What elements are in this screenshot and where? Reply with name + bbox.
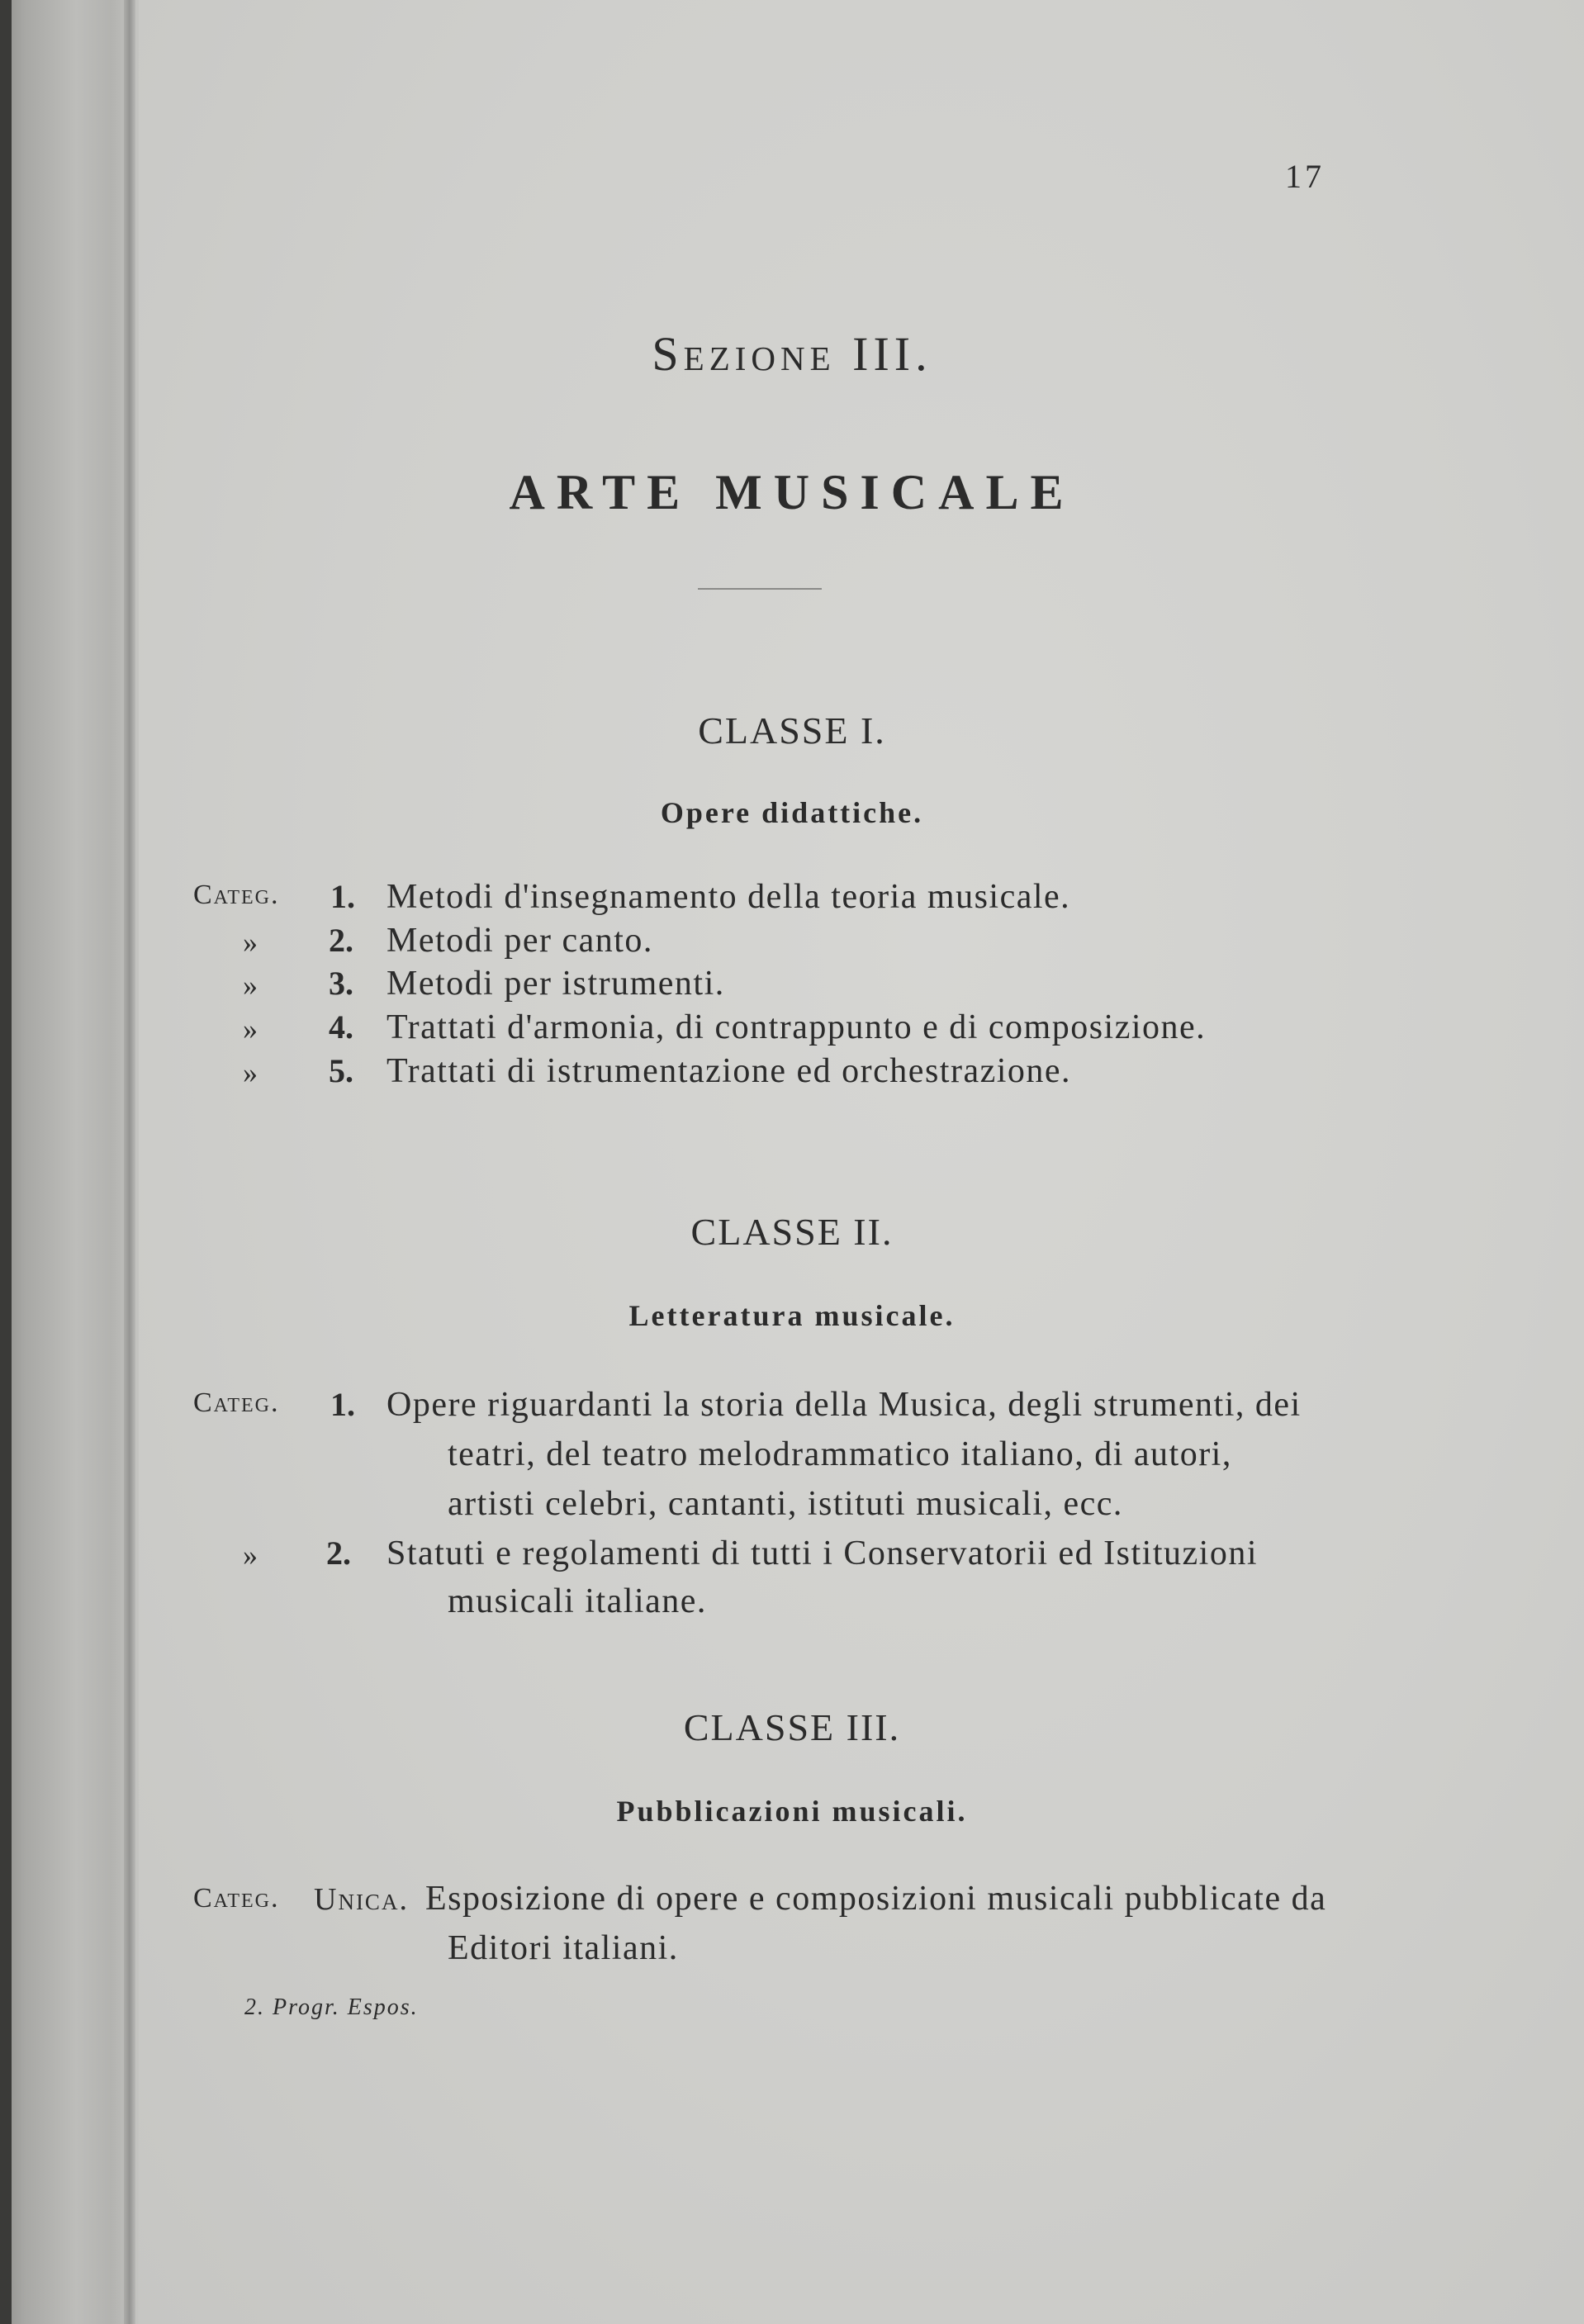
class1-item3-prefix: » xyxy=(243,969,258,1002)
class2-item1-line2: teatri, del teatro melodrammatico italiano, di autori, xyxy=(448,1435,1232,1473)
class3-item-line2: Editori italiani. xyxy=(448,1929,679,1967)
class1-heading: CLASSE I. xyxy=(698,709,886,752)
class3-heading: CLASSE III. xyxy=(683,1706,901,1748)
class1-item4-text: Trattati d'armonia, di contrappunto e di composizione. xyxy=(387,1008,1207,1046)
class1-item3-number: 3. xyxy=(329,965,353,1002)
main-title: ARTE MUSICALE xyxy=(509,465,1075,519)
class1-item5-prefix: » xyxy=(243,1056,258,1089)
class1-item3-text: Metodi per istrumenti. xyxy=(387,965,725,1003)
class2-item1-prefix: Categ. xyxy=(193,1387,280,1418)
class1-item2-prefix: » xyxy=(243,926,258,959)
class2-item1-number: 1. xyxy=(330,1386,355,1423)
class1-item1-number: 1. xyxy=(330,878,355,915)
class2-item2-prefix: » xyxy=(243,1539,258,1572)
page-number: 17 xyxy=(1285,158,1325,195)
class1-item1-text: Metodi d'insegnamento della teoria musicale. xyxy=(387,878,1071,916)
class1-item2-number: 2. xyxy=(329,922,353,959)
class2-heading: CLASSE II. xyxy=(690,1211,894,1253)
title-rule xyxy=(698,588,822,590)
section-title: Sezione III. xyxy=(652,327,932,381)
class2-title: Letteratura musicale. xyxy=(628,1299,956,1332)
class2-item2-line1: Statuti e regolamenti di tutti i Conservatorii ed Istituzioni xyxy=(387,1534,1258,1572)
class3-item-prefix: Categ. xyxy=(193,1883,280,1914)
class1-item5-number: 5. xyxy=(329,1052,353,1089)
class1-item5-text: Trattati di istrumentazione ed orchestrazione. xyxy=(387,1052,1072,1090)
class1-item2-text: Metodi per canto. xyxy=(387,922,653,960)
class2-item1-line3: artisti celebri, cantanti, istituti musicali, ecc. xyxy=(448,1485,1123,1523)
class2-item2-line2: musicali italiane. xyxy=(448,1582,707,1620)
footnote: 2. Progr. Espos. xyxy=(244,1994,419,2020)
class1-item4-prefix: » xyxy=(243,1013,258,1046)
class2-item1-line1: Opere riguardanti la storia della Musica, degli strumenti, dei xyxy=(387,1386,1302,1424)
class1-title: Opere didattiche. xyxy=(660,796,924,829)
class3-item-number: Unica. xyxy=(314,1882,409,1917)
class3-item-line1: Esposizione di opere e composizioni musicali pubblicate da xyxy=(425,1880,1327,1918)
class2-item2-number: 2. xyxy=(326,1534,351,1572)
class1-item4-number: 4. xyxy=(329,1008,353,1046)
class3-title: Pubblicazioni musicali. xyxy=(616,1795,968,1828)
class1-item1-prefix: Categ. xyxy=(193,880,280,910)
